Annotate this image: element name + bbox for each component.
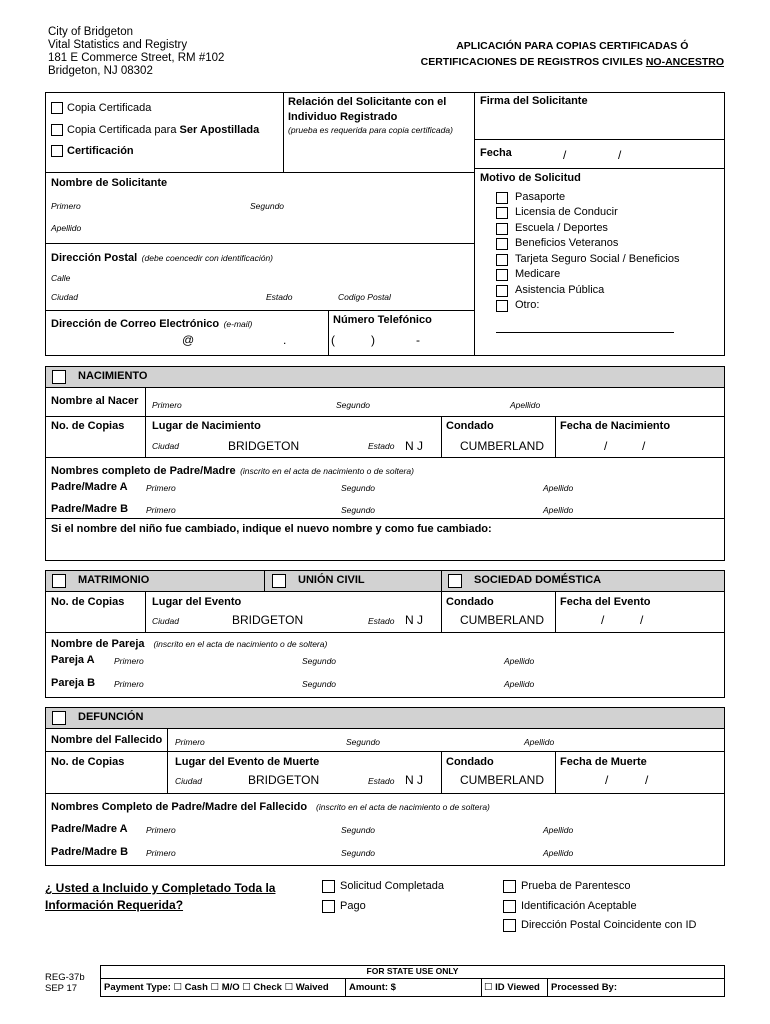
signature-label: Firma del Solicitante bbox=[480, 95, 588, 107]
first-name-label: Primero bbox=[146, 848, 176, 858]
last-name-label: Apellido bbox=[543, 505, 574, 515]
reason-checkbox-pasaporte[interactable] bbox=[496, 192, 508, 204]
reason-checkbox-licencia[interactable] bbox=[496, 207, 508, 219]
relation-label: Relación del Solicitante con el Individuo Registrado bbox=[288, 96, 447, 123]
middle-name-label: Segundo bbox=[341, 505, 376, 515]
marriage-county-value[interactable]: CUMBERLAND bbox=[460, 613, 545, 627]
deceased-name-input[interactable] bbox=[170, 731, 722, 749]
birth-section-title: NACIMIENTO bbox=[78, 370, 148, 382]
reason-item: Licensia de Conducir bbox=[515, 206, 618, 218]
partner-b-input[interactable] bbox=[110, 674, 722, 694]
otro-input-line[interactable] bbox=[496, 332, 674, 333]
copia-certificada-checkbox[interactable] bbox=[51, 102, 63, 114]
title-emphasis: NO-ANCESTRO bbox=[645, 56, 724, 68]
first-name-label: Primero bbox=[114, 656, 144, 666]
date-separator: / bbox=[601, 613, 605, 627]
first-name-label: Primero bbox=[146, 483, 176, 493]
reason-item: Pasaporte bbox=[515, 191, 566, 203]
parent-b-label: Padre/Madre B bbox=[51, 503, 129, 515]
birth-checkbox[interactable] bbox=[52, 370, 66, 384]
signature-field[interactable] bbox=[480, 110, 720, 136]
checklist-item: Identificación Aceptable bbox=[521, 900, 637, 912]
address-line: Vital Statistics and Registry bbox=[48, 39, 188, 51]
deceased-parents-label: Nombres Completo de Padre/Madre del Fallecido bbox=[51, 801, 308, 813]
phone-paren-open: ( bbox=[331, 333, 335, 347]
county-label: Condado bbox=[446, 596, 494, 608]
civil-union-checkbox[interactable] bbox=[272, 574, 286, 588]
deceased-parent-a-input[interactable] bbox=[142, 820, 722, 838]
event-date-input[interactable] bbox=[560, 610, 720, 630]
middle-name-label: Segundo bbox=[302, 679, 337, 689]
date-separator: / bbox=[645, 773, 649, 787]
copies-label: No. de Copias bbox=[51, 420, 125, 432]
date-separator: / bbox=[563, 148, 567, 162]
reason-item: Beneficios Veteranos bbox=[515, 237, 619, 249]
date-label: Fecha bbox=[480, 147, 512, 159]
birth-date-input[interactable] bbox=[560, 434, 720, 454]
middle-name-label: Segundo bbox=[341, 825, 376, 835]
last-name-label: Apellido bbox=[543, 848, 574, 858]
mail-address-input[interactable] bbox=[80, 264, 470, 308]
office-address bbox=[48, 26, 224, 78]
death-date-input[interactable] bbox=[560, 770, 720, 790]
death-copies-input[interactable] bbox=[50, 770, 164, 790]
reason-checkbox-otro[interactable] bbox=[496, 300, 508, 312]
date-separator: / bbox=[640, 613, 644, 627]
title-line-1: APLICACIÓN PARA COPIAS CERTIFICADAS Ó bbox=[456, 40, 689, 52]
death-section-bar bbox=[45, 707, 725, 729]
applicant-name-label: Nombre de Solicitante bbox=[51, 177, 168, 189]
copies-label: No. de Copias bbox=[51, 756, 125, 768]
reason-item: Tarjeta Seguro Social / Beneficios bbox=[515, 253, 680, 265]
phone-label: Número Telefónico bbox=[333, 314, 432, 326]
event-place-label: Lugar del Evento bbox=[152, 596, 242, 608]
address-line: City of Bridgeton bbox=[48, 26, 134, 38]
birth-date-label: Fecha de Nacimiento bbox=[560, 420, 671, 432]
marriage-checkbox[interactable] bbox=[52, 574, 66, 588]
death-place-label: Lugar del Evento de Muerte bbox=[175, 756, 320, 768]
birth-city-value[interactable]: BRIDGETON bbox=[228, 439, 300, 453]
form-id bbox=[45, 972, 85, 994]
reason-item: Otro: bbox=[515, 299, 540, 311]
checklist-item: Dirección Postal Coincidente con ID bbox=[521, 919, 697, 931]
middle-name-label: Segundo bbox=[341, 483, 376, 493]
identificacion-checkbox[interactable] bbox=[503, 900, 516, 913]
birth-place-label: Lugar de Nacimiento bbox=[152, 420, 261, 432]
email-label: Dirección de Correo Electrónico bbox=[51, 318, 220, 330]
deceased-parent-b-input[interactable] bbox=[142, 843, 722, 863]
email-dot: . bbox=[283, 333, 287, 347]
payment-type[interactable]: Payment Type: ☐ Cash ☐ M/O ☐ Check ☐ Waived bbox=[104, 982, 329, 993]
marriage-city-value[interactable]: BRIDGETON bbox=[232, 613, 304, 627]
birth-name-input[interactable] bbox=[148, 390, 722, 414]
reason-checkbox-veteranos[interactable] bbox=[496, 238, 508, 250]
last-name-label: Apellido bbox=[51, 223, 82, 233]
state-use-label: FOR STATE USE ONLY bbox=[366, 966, 459, 976]
birth-copies-input[interactable] bbox=[50, 434, 142, 454]
title-line-2: CERTIFICACIONES DE REGISTROS CIVILES bbox=[420, 56, 643, 68]
death-section-title: DEFUNCIÓN bbox=[78, 711, 144, 723]
last-name-label: Apellido bbox=[543, 483, 574, 493]
date-separator: / bbox=[605, 773, 609, 787]
first-name-label: Primero bbox=[152, 400, 182, 410]
zip-label: Codigo Postal bbox=[338, 292, 391, 302]
email-note: (e-mail) bbox=[223, 319, 253, 329]
phone-dash: - bbox=[416, 333, 420, 347]
date-separator: / bbox=[618, 148, 622, 162]
apostilla-label: Ser Apostillada bbox=[179, 124, 260, 136]
copia-apostillada-label: Copia Certificada para bbox=[67, 124, 177, 136]
relation-note: (prueba es requerida para copia certificada) bbox=[288, 125, 453, 135]
partner-note: (inscrito en el acta de nacimiento o de soltera) bbox=[153, 639, 328, 649]
certificacion-label: Certificación bbox=[67, 145, 134, 157]
middle-name-label: Segundo bbox=[341, 848, 376, 858]
address-line: Bridgeton, NJ 08302 bbox=[48, 65, 153, 77]
phone-paren-close: ) bbox=[371, 333, 375, 347]
street-label: Calle bbox=[51, 273, 71, 283]
reason-item: Medicare bbox=[515, 268, 561, 280]
checklist-item: Solicitud Completada bbox=[340, 880, 444, 892]
email-input[interactable] bbox=[50, 328, 324, 352]
partner-label: Nombre de Pareja bbox=[51, 638, 145, 650]
county-label: Condado bbox=[446, 756, 494, 768]
county-label: Condado bbox=[446, 420, 494, 432]
death-county-value[interactable]: CUMBERLAND bbox=[460, 773, 545, 787]
certificacion-checkbox[interactable] bbox=[51, 145, 63, 157]
first-name-label: Primero bbox=[146, 825, 176, 835]
middle-name-label: Segundo bbox=[250, 201, 285, 211]
phone-input[interactable] bbox=[332, 328, 470, 352]
checklist-item: Pago bbox=[340, 900, 366, 912]
copia-certificada-label: Copia Certificada bbox=[67, 102, 152, 114]
pago-checkbox[interactable] bbox=[322, 900, 335, 913]
city-label: Ciudad bbox=[175, 776, 202, 786]
partner-b-label: Pareja B bbox=[51, 677, 96, 689]
marriage-section-title: MATRIMONIO bbox=[78, 574, 150, 586]
parent-b-label: Padre/Madre B bbox=[51, 846, 129, 858]
name-changed-label: Si el nombre del niño fue cambiado, indique el nuevo nombre y como fue cambiado: bbox=[51, 523, 492, 535]
parent-b-input[interactable] bbox=[142, 500, 722, 516]
deceased-name-label: Nombre del Fallecido bbox=[51, 734, 163, 746]
parents-label: Nombres completo de Padre/Madre bbox=[51, 465, 236, 477]
reason-checkbox-seguro-social[interactable] bbox=[496, 254, 508, 266]
mail-address-note: (debe coencedir con identificación) bbox=[141, 253, 274, 263]
city-label: Ciudad bbox=[152, 616, 179, 626]
applicant-name-input[interactable] bbox=[90, 196, 470, 240]
form-revision: SEP 17 bbox=[45, 983, 78, 994]
last-name-label: Apellido bbox=[543, 825, 574, 835]
copies-label: No. de Copias bbox=[51, 596, 125, 608]
reason-checkbox-escuela[interactable] bbox=[496, 223, 508, 235]
last-name-label: Apellido bbox=[504, 679, 535, 689]
parent-a-label: Padre/Madre A bbox=[51, 481, 128, 493]
city-label: Ciudad bbox=[51, 292, 78, 302]
address-line: 181 E Commerce Street, RM #102 bbox=[48, 52, 225, 64]
mail-address-label: Dirección Postal bbox=[51, 252, 138, 264]
marriage-copies-input[interactable] bbox=[50, 610, 142, 630]
processed-by-label: Processed By: bbox=[551, 982, 618, 993]
email-at-sign: @ bbox=[182, 333, 195, 347]
reason-item: Escuela / Deportes bbox=[515, 222, 608, 234]
reason-checkbox-asistencia[interactable] bbox=[496, 285, 508, 297]
form-title bbox=[421, 38, 724, 70]
checklist-question bbox=[45, 880, 275, 914]
city-label: Ciudad bbox=[152, 441, 179, 451]
reason-item: Asistencia Pública bbox=[515, 284, 605, 296]
question-line-2: Información Requerida? bbox=[45, 898, 184, 912]
death-state-value[interactable]: N J bbox=[405, 773, 423, 787]
name-changed-input[interactable] bbox=[50, 538, 720, 558]
last-name-label: Apellido bbox=[524, 737, 555, 747]
reason-label: Motivo de Solicitud bbox=[480, 172, 581, 184]
domestic-partnership-title: SOCIEDAD DOMÉSTICA bbox=[474, 574, 602, 586]
copia-apostillada-checkbox[interactable] bbox=[51, 124, 63, 136]
first-name-label: Primero bbox=[146, 505, 176, 515]
checklist-item: Prueba de Parentesco bbox=[521, 880, 631, 892]
parent-a-label: Padre/Madre A bbox=[51, 823, 128, 835]
deceased-parents-note: (inscrito en el acta de nacimiento o de soltera) bbox=[316, 802, 490, 812]
state-label: Estado bbox=[368, 441, 395, 451]
birth-name-label: Nombre al Nacer bbox=[51, 395, 139, 407]
middle-name-label: Segundo bbox=[336, 400, 371, 410]
prueba-parentesco-checkbox[interactable] bbox=[503, 880, 516, 893]
death-city-value[interactable]: BRIDGETON bbox=[248, 773, 320, 787]
event-date-label: Fecha del Evento bbox=[560, 596, 651, 608]
amount-label: Amount: $ bbox=[349, 982, 396, 993]
middle-name-label: Segundo bbox=[346, 737, 381, 747]
birth-state-value[interactable]: N J bbox=[405, 439, 423, 453]
middle-name-label: Segundo bbox=[302, 656, 337, 666]
solicitud-completada-checkbox[interactable] bbox=[322, 880, 335, 893]
domestic-partnership-checkbox[interactable] bbox=[448, 574, 462, 588]
marriage-state-value[interactable]: N J bbox=[405, 613, 423, 627]
direccion-coincidente-checkbox[interactable] bbox=[503, 919, 516, 932]
state-label: Estado bbox=[266, 292, 293, 302]
reason-checkbox-medicare[interactable] bbox=[496, 269, 508, 281]
death-checkbox[interactable] bbox=[52, 711, 66, 725]
partner-a-label: Pareja A bbox=[51, 654, 95, 666]
first-name-label: Primero bbox=[51, 201, 81, 211]
date-separator: / bbox=[604, 439, 608, 453]
first-name-label: Primero bbox=[175, 737, 205, 747]
state-label: Estado bbox=[368, 776, 395, 786]
relation-input[interactable] bbox=[286, 138, 472, 170]
parents-note: (inscrito en el acta de nacimiento o de soltera) bbox=[240, 466, 414, 476]
first-name-label: Primero bbox=[114, 679, 144, 689]
death-date-label: Fecha de Muerte bbox=[560, 756, 647, 768]
question-line-1: ¿ Usted a Incluido y Completado Toda la bbox=[45, 881, 276, 895]
last-name-label: Apellido bbox=[504, 656, 535, 666]
id-viewed-checkbox[interactable]: ☐ ID Viewed bbox=[484, 982, 540, 993]
state-label: Estado bbox=[368, 616, 395, 626]
parent-a-input[interactable] bbox=[142, 478, 722, 496]
birth-county-value[interactable]: CUMBERLAND bbox=[460, 439, 545, 453]
form-number: REG-37b bbox=[45, 972, 85, 983]
last-name-label: Apellido bbox=[510, 400, 541, 410]
date-separator: / bbox=[642, 439, 646, 453]
partner-a-input[interactable] bbox=[110, 651, 722, 669]
civil-union-title: UNIÓN CIVIL bbox=[298, 574, 365, 586]
